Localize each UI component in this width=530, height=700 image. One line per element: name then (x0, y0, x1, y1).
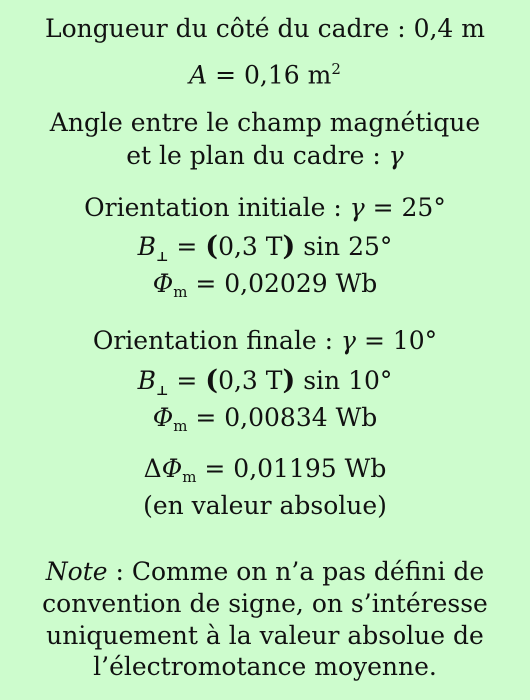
initial-b-symbol: B (137, 232, 156, 261)
initial-left-parenthesis: ( (205, 231, 219, 262)
final-flux-subscript: m (173, 417, 188, 435)
area-exponent: 2 (331, 60, 341, 78)
initial-b-equals: = (168, 232, 206, 261)
note-text-1: : Comme on n’a pas défini de (107, 557, 485, 586)
initial-sine-text: sin 25° (295, 232, 393, 261)
final-b-value: 0,3 T (218, 366, 283, 395)
note-line-3: uniquement à la valeur absolue de (46, 621, 484, 650)
final-left-parenthesis: ( (205, 365, 219, 396)
frame-side-length-line: Longueur du côté du cadre : 0,4 m (45, 14, 485, 43)
angle-definition-text: et le plan du cadre : (126, 141, 389, 170)
initial-flux-subscript: m (173, 283, 188, 301)
area-equals: = (207, 60, 245, 90)
final-flux-value: = 0,00834 Wb (187, 403, 378, 432)
delta-flux-value: = 0,01195 Wb (196, 454, 387, 483)
final-flux-symbol: Φ (152, 403, 174, 432)
initial-flux-value: = 0,02029 Wb (187, 269, 378, 298)
final-orientation-text: Orientation finale : (92, 326, 342, 355)
note-label: Note (45, 557, 108, 586)
final-angle-value: = 10° (356, 326, 438, 355)
final-flux-line (0, 405, 530, 434)
area-symbol: A (189, 60, 208, 90)
final-b-symbol: B (137, 366, 156, 395)
initial-b-value: 0,3 T (218, 232, 283, 261)
initial-right-parenthesis: ) (282, 231, 296, 262)
initial-angle-symbol: γ (349, 193, 365, 222)
delta-flux-line (0, 456, 530, 485)
note-line-4: l’électromotance moyenne. (93, 652, 437, 681)
delta-flux-symbol: Φ (161, 454, 183, 483)
initial-orientation-line (0, 195, 530, 220)
final-perpendicular-symbol: ⊥ (155, 384, 169, 399)
area-line (0, 60, 530, 90)
final-right-parenthesis: ) (282, 365, 296, 396)
note-line-2: convention de signe, on s’intéresse (42, 589, 488, 618)
initial-perpendicular-symbol: ⊥ (155, 250, 169, 265)
angle-definition-line-1: Angle entre le champ magnétique (49, 108, 481, 137)
final-b-equals: = (168, 366, 206, 395)
initial-orientation-text: Orientation initiale : (84, 193, 350, 222)
delta-flux-subscript: m (182, 468, 197, 486)
final-sine-text: sin 10° (295, 366, 393, 395)
initial-flux-line (0, 271, 530, 300)
final-orientation-line (0, 328, 530, 353)
final-b-perp-line (0, 367, 530, 398)
absolute-value-line: (en valeur absolue) (143, 491, 387, 520)
initial-flux-symbol: Φ (152, 269, 174, 298)
delta-symbol: Δ (143, 454, 162, 483)
note-line-1 (0, 559, 530, 584)
initial-angle-value: = 25° (364, 193, 446, 222)
angle-symbol: γ (388, 141, 404, 170)
initial-b-perp-line (0, 233, 530, 264)
area-value: 0,16 m (244, 60, 332, 90)
final-angle-symbol: γ (341, 326, 356, 355)
angle-definition-line-2 (0, 143, 530, 168)
